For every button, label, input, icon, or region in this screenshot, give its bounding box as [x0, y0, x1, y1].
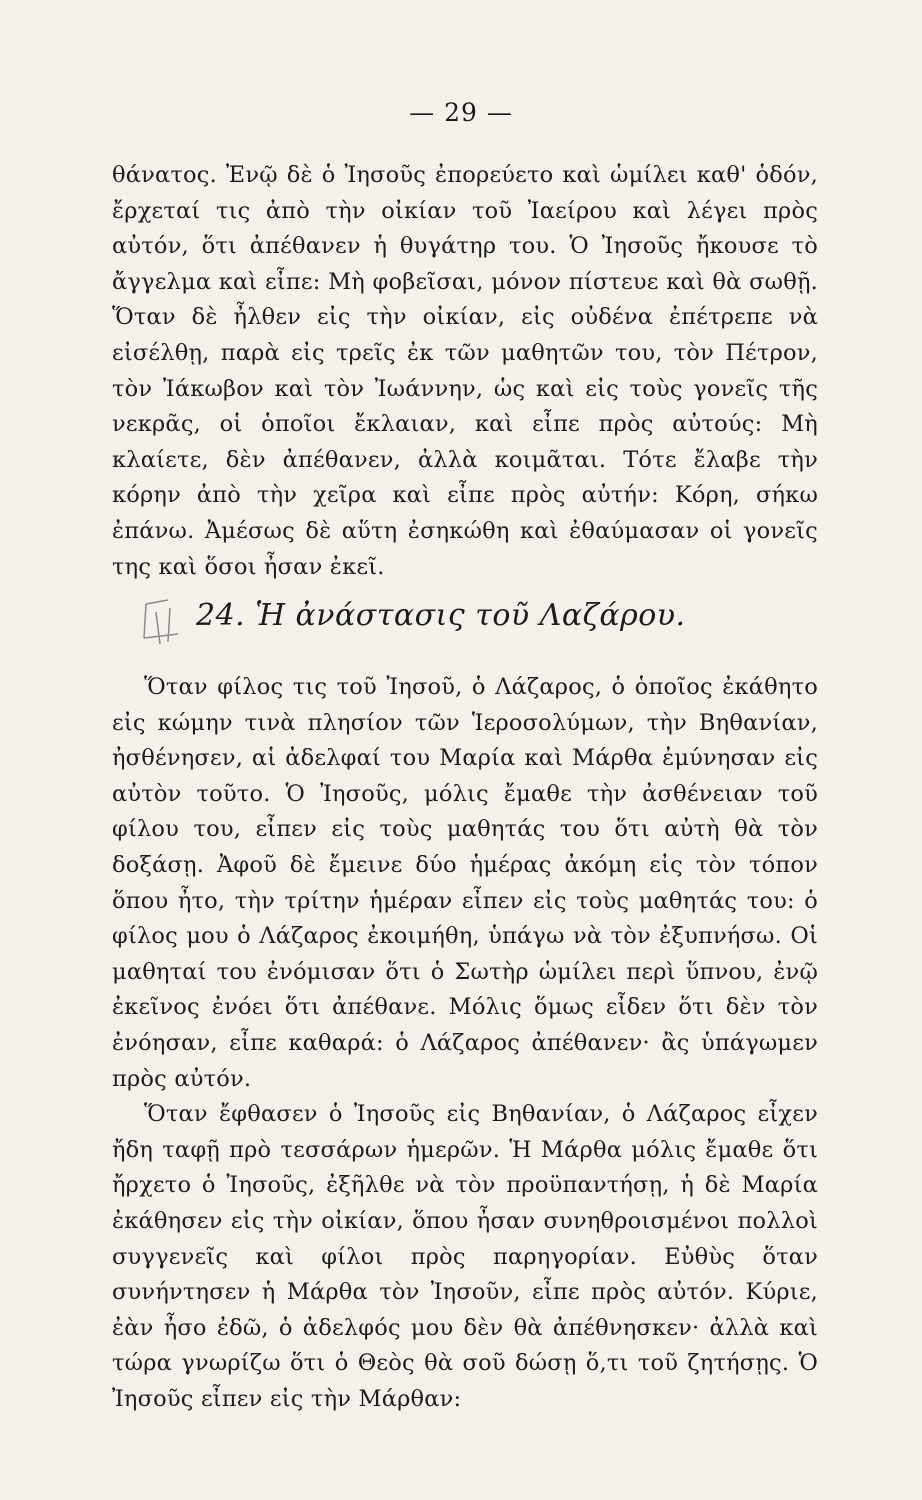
pencil-mark-icon: [138, 598, 198, 652]
paragraph-lazarus-illness: Ὅταν φίλος τις τοῦ Ἰησοῦ, ὁ Λάζαρος, ὁ ὁποῖος ἐκάθητο εἰς κώμην τινὰ πλησίον τῶν Ἱεροσολύμων, τὴν Βηθανίαν, ἠσθένησεν, αἱ ἀδελφαί του Μαρία καὶ Μάρθα ἐμύνησαν εἰς αὐτὸν τοῦτο. Ὁ Ἰησοῦς, μόλις ἔμαθε τὴν ἀσθένειαν τοῦ φίλου του, εἶπεν εἰς τοὺς μαθητάς του ὅτι αὐτὴ θὰ τὸν δοξάσῃ. Ἀφοῦ δὲ ἔμεινε δύο ἡμέρας ἀκόμη εἰς τὸν τόπον ὅπου ἦτο, τὴν τρίτην ἡμέραν εἶπεν εἰς τοὺς μαθητάς του: ὁ φίλος μου ὁ Λάζαρος ἐκοιμήθη, ὑπάγω νὰ τὸν ἐξυπνήσω. Οἱ μαθηταί του ἐνόμισαν ὅτι ὁ Σωτὴρ ὡμίλει περὶ ὕπνου, ἐνῷ ἐκεῖνος ἐνόει ὅτι ἀπέθανε. Μόλις ὅμως εἶδεν ὅτι δὲν τὸν ἐνόησαν, εἶπε καθαρά: ὁ Λάζαρος ἀπέθανεν· ἂς ὑπάγωμεν πρὸς αὐτόν.: [112, 674, 818, 1092]
body-text-section: [112, 670, 818, 1417]
paragraph-arrival-bethany: Ὅταν ἔφθασεν ὁ Ἰησοῦς εἰς Βηθανίαν, ὁ Λάζαρος εἶχεν ἤδη ταφῇ πρὸ τεσσάρων ἡμερῶν. Ἡ Μάρθα μόλις ἔμαθε ὅτι ἤρχετο ὁ Ἰησοῦς, ἐξῆλθε νὰ τὸν προϋπαντήσῃ, ἡ δὲ Μαρία ἐκάθησεν εἰς τὴν οἰκίαν, ὅπου ἦσαν συνηθροισμένοι πολλοὶ συγγενεῖς καὶ φίλοι πρὸς παρηγορίαν. Εὐθὺς ὅταν συνήντησεν ἡ Μάρθα τὸν Ἰησοῦν, εἶπε πρὸς αὐτόν. Κύριε, ἐὰν ἦσο ἐδῶ, ὁ ἀδελφός μου δὲν θὰ ἀπέθνησκεν· ἀλλὰ καὶ τώρα γνωρίζω ὅτι ὁ Θεὸς θὰ σοῦ δώσῃ ὅ,τι τοῦ ζητήσῃς. Ὁ Ἰησοῦς εἶπεν εἰς τὴν Μάρθαν:: [112, 1101, 818, 1412]
page-number: — 29 —: [409, 98, 513, 127]
paragraph-intro: θάνατος. Ἐνῷ δὲ ὁ Ἰησοῦς ἐπορεύετο καὶ ὡμίλει καθ' ὁδόν, ἔρχεταί τις ἀπὸ τὴν οἰκίαν τοῦ Ἰαείρου καὶ λέγει πρὸς αὐτόν, ὅτι ἀπέθανεν ἡ θυγάτηρ του. Ὁ Ἰησοῦς ἤκουσε τὸ ἄγγελμα καὶ εἶπε: Μὴ φοβεῖσαι, μόνον πίστευε καὶ θὰ σωθῇ. Ὅταν δὲ ἦλθεν εἰς τὴν οἰκίαν, εἰς οὐδένα ἐπέτρεπε νὰ εἰσέλθῃ, παρὰ εἰς τρεῖς ἐκ τῶν μαθητῶν του, τὸν Πέτρον, τὸν Ἰάκωβον καὶ τὸν Ἰωάννην, ὡς καὶ εἰς τοὺς γονεῖς τῆς νεκρᾶς, οἱ ὁποῖοι ἔκλαιαν, καὶ εἶπε πρὸς αὐτούς: Μὴ κλαίετε, δὲν ἀπέθανεν, ἀλλὰ κοιμᾶται. Τότε ἔλαβε τὴν κόρην ἀπὸ τὴν χεῖρα καὶ εἶπε πρὸς αὐτήν: Κόρη, σήκω ἐπάνω. Ἀμέσως δὲ αὕτη ἐσηκώθη καὶ ἐθαύμασαν οἱ γονεῖς της καὶ ὅσοι ἦσαν ἐκεῖ.: [112, 162, 818, 580]
body-text-top: [112, 158, 818, 585]
section-heading: 24. Ἡ ἀνάστασις τοῦ Λαζάρου.: [196, 598, 686, 633]
